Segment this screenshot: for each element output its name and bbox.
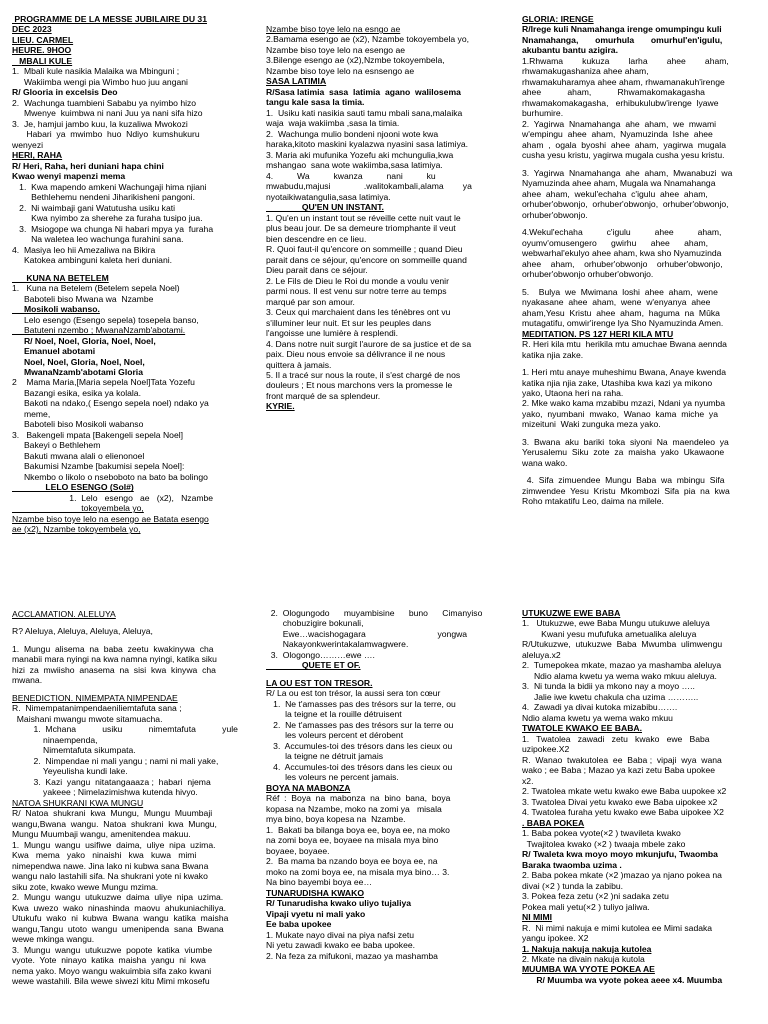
- text-line: 3. Mungu wangu utukuzwe popote katika viumbe: [12, 944, 213, 955]
- text-line: 1. Mbali kule nasikia Malaika wa Mbinguni ;: [12, 66, 180, 77]
- text-line: Mwenye kuimbwa ni nani Juu ya nani sifa hizo: [12, 108, 203, 119]
- text-line: wangu nalo lastahili sifa. Na shukrani yote ni kwako: [12, 871, 208, 882]
- text-line: LELO ESENGO (Sol#): [12, 482, 134, 493]
- text-line: Batuteni nzembo ; MwanaNzamb'abotami.: [12, 325, 186, 336]
- text-line: 1. Bakati ba bilanga boya ee, boya ee, na moko: [266, 824, 450, 835]
- text-line: wangu,Bwana wangu. Natoa shukrani kwa Mungu,: [12, 818, 217, 829]
- text-line: haraka,kitoto maskini kyalazwa nyasini sasa latimiya.: [266, 139, 469, 150]
- text-line: 2. Nimpendae ni mali yangu ; nami ni mali yake,: [12, 755, 219, 766]
- column-lower-left: [10, 602, 258, 986]
- text-line: 3. Msiogope wa chunga Ni habari mpya ya furaha: [12, 223, 214, 234]
- text-line: Jalie iwe kwetu chakula cha uzima ………..: [522, 691, 699, 702]
- text-line: webwarhal'ekulyo ahee aham, kwa sho Nyamuzinda: [522, 248, 722, 259]
- text-line: ninaempenda,: [12, 734, 98, 745]
- text-line: 4. Zawadi ya divai kutoka mizabibu…….: [522, 702, 678, 713]
- spacer: [522, 161, 758, 168]
- text-line: uzipokee.X2: [522, 744, 570, 755]
- column-upper-left: [10, 14, 258, 535]
- text-line: vyote. Yote ninayo katika maisha yangu ni kwa: [12, 955, 206, 966]
- text-line: s'illuminer leur nuit. Et sur les peuples dans: [266, 317, 432, 328]
- text-line: MBALI KULE: [12, 55, 73, 66]
- text-line: 2. Le Fils de Dieu le Roi du monde a voulu venir: [266, 275, 449, 286]
- text-line: la teigne ne détruit jamais: [266, 751, 384, 762]
- text-line: orhuber'obwonjo, orhuber'obwonjo, orhuber'obwonjo,: [522, 199, 729, 210]
- text-line: nyakasane ahee aham, wene w'enyanya ahee: [522, 297, 711, 308]
- text-line: akubantu bantu azigira.: [522, 45, 618, 56]
- text-line: meme,: [12, 408, 51, 419]
- text-line: Kwao wenyi mapenzi mema: [12, 171, 126, 182]
- text-line: R. Nimempatanimpendaeniliemtafuta sana ;: [12, 703, 182, 714]
- text-line: MwanaNzamb'abotami Gloria: [12, 366, 143, 377]
- text-line: parait dans ce séjour, qu'encore on sommeille quand: [266, 254, 467, 265]
- text-line: Baraka twaomba uzima .: [522, 859, 622, 870]
- text-line: la teigne et la rouille détruisent: [266, 709, 402, 720]
- text-line: 2. Ologungodo muyambisine buno Cimanyiso: [266, 608, 483, 618]
- text-line: KUNA NA BETELEM: [12, 272, 109, 283]
- text-line: 4. Accumules-toi des trésors dans les cieux ou: [266, 761, 453, 772]
- text-line: 1. Qu'en un instant tout se réveille cette nuit vaut le: [266, 212, 461, 223]
- text-line: cusha yesu kristu, yagirwa mugala cusha yesu kristu.: [522, 150, 725, 161]
- text-line: kopasa na Nzambe, moko na zomi ya misala: [266, 803, 442, 814]
- text-line: wangu,Tangu utoto wangu umenipenda sana Bwana: [12, 923, 224, 934]
- text-line: na zomi boya ee, boyaee na misala mya bino: [266, 835, 439, 846]
- text-line: orhuber'obwonjo orhuber'obwonjo.: [522, 269, 654, 280]
- text-line: HEURE. 9HOO: [12, 45, 72, 56]
- text-line: Kwani yesu mufufuka ametualika aleluya: [522, 628, 697, 639]
- text-line: 4. Wa kwanza nani ku: [266, 170, 436, 181]
- text-line: LA OU EST TON TRESOR.: [266, 677, 373, 688]
- text-line: 4. Masiya leo hii Amezaliwa na Bikira: [12, 244, 156, 255]
- text-line: 1. Twatolea zawadi zetu kwako ewe Baba: [522, 733, 710, 744]
- text-line: mizeituni Waki zunguka meza yako.: [522, 419, 661, 430]
- text-line: ACCLAMATION. ALELUYA: [12, 609, 116, 619]
- text-line: 1. Baba pokea vyote(×2 ) twavileta kwako: [522, 828, 681, 839]
- spacer: [12, 602, 256, 609]
- text-line: w'empingu ahee aham, Nyamuzinda Ishe ahee: [522, 129, 713, 140]
- text-line: wana wako.: [522, 457, 568, 468]
- text-line: Nzambe biso toye lelo na esengo ae Batata esengo: [12, 513, 209, 524]
- text-line: R/ Natoa shukrani kwa Mungu, Mungu Muumbaji: [12, 808, 213, 819]
- text-line: 1. Mukate nayo divai na piya nafsi zetu: [266, 929, 415, 940]
- text-line: yakeee ; Nimelazimishwa kutenda hivyo.: [12, 787, 198, 798]
- text-line: l'angoisse une lumière à resplendi.: [266, 328, 399, 339]
- text-line: bien descendre en ce lieu.: [266, 233, 367, 244]
- text-line: Réf : Boya na mabonza na bino bana, boya: [266, 793, 451, 804]
- text-line: Noel, Noel, Gloria, Noel, Noel,: [12, 356, 145, 367]
- text-line: NATOA SHUKRANI KWA MUNGU: [12, 797, 144, 808]
- text-line: R/ Tunarudisha kwako uliyo tujaliya: [266, 898, 412, 909]
- text-line: 1. Kwa mapendo amkeni Wachungaji hima njiani: [12, 181, 207, 192]
- text-line: 3. Bwana aku bariki toka siyoni Na maendeleo ya: [522, 436, 729, 447]
- text-line: quittera à jamais.: [266, 359, 332, 370]
- text-line: Kwa uwezo wako ninashinda maovu ahukuniachiliya.: [12, 902, 227, 913]
- text-line: 2. Na feza za mifukoni, mazao ya mashamba: [266, 950, 438, 961]
- spacer: [522, 220, 758, 227]
- text-line: orhuber'obwonjo.: [522, 209, 588, 220]
- text-line: ae (x2), Nzambe tokoyembela yo,: [12, 524, 141, 535]
- text-line: 2. Mke wako kama mzabibu mzazi, Ndani ya nyumba: [522, 398, 725, 409]
- text-line: 2.Bamama esengo ae (x2), Nzambe tokoyembela yo,: [266, 34, 470, 45]
- text-line: tokoyembela yo,: [12, 503, 144, 514]
- text-line: . BABA POKEA: [522, 817, 585, 828]
- text-line: Bakoti na ndako,( Esengo sepela noel) ndako ya: [12, 398, 209, 409]
- text-line: TWATOLE KWAKO EE BABA.: [522, 723, 642, 734]
- text-line: hizi za mwiisho anasema na sisi kwa kinywa cha: [12, 664, 216, 675]
- text-line: manabii mara nyingi na kwa namna nyingi, katika siku: [12, 654, 217, 665]
- text-line: Nkembo o likolo o nseboboto na bato ba bolingo: [12, 471, 208, 482]
- text-line: 1. Mungu wangu usifiwe daima, uliye nipa uzima.: [12, 839, 216, 850]
- text-line: Bethlehemu nendeni Jiharikisheni pangoni.: [12, 192, 195, 203]
- text-line: R/Sasa latimia sasa latimia agano walilosema: [266, 86, 461, 97]
- text-line: oyumv'omusengero gwirhu ahee aham,: [522, 237, 709, 248]
- text-line: Lelo esengo (Esengo sepela) tosepela banso,: [12, 314, 199, 325]
- text-line: Pokea mali yetu(×2 ) tuliyo jaliwa.: [522, 901, 650, 912]
- spacer: [522, 468, 758, 475]
- text-line: rhwamakugashaniza ahee aham,: [522, 66, 649, 77]
- text-line: wako ; ee Baba ; Mazao ya kazi zetu Baba upokee: [522, 765, 716, 776]
- text-line: Nakayonkwerintakalamwagwere.: [266, 639, 409, 650]
- spacer: [12, 266, 256, 273]
- text-line: aleluya.x2: [522, 649, 561, 660]
- text-line: Bazangi esika, esika ya kolala.: [12, 387, 141, 398]
- text-line: PROGRAMME DE LA MESSE JUBILAIRE DU 31: [12, 14, 207, 24]
- text-line: 1. Heri mtu anaye muheshimu Bwana, Anaye kwenda: [522, 367, 726, 378]
- text-line: Habari ya mwimbo huo Ndiyo kumshukuru: [12, 129, 200, 140]
- column-lower-middle: [264, 608, 504, 961]
- text-line: siku zote, kwako wewe Mungu mzima.: [12, 881, 159, 892]
- text-line: yako, Utaona heri na raha.: [522, 387, 624, 398]
- text-line: 1. Utukuzwe, ewe Baba Mungu utukuwe aleluya: [522, 618, 710, 629]
- text-line: nyotaikiwatangulia,sasa latimiya.: [266, 191, 391, 202]
- spacer: [522, 280, 758, 287]
- text-line: 3. Accumules-toi des trésors dans les cieux ou: [266, 740, 453, 751]
- text-line: nimependwa nawe. Jina lako ni kubwa sana Bwana: [12, 860, 209, 871]
- text-line: Ewe…wacishogagara yongwa: [266, 628, 468, 639]
- text-line: 3. Je, hamjui jambo kuu, la kuzaliwa Mwokozi: [12, 118, 188, 129]
- text-line: R/Irege kuli Nnamahanga irenge omumpingu kuli: [522, 24, 722, 35]
- text-line: BENEDICTION. NIMEMPATA NIMPENDAE: [12, 692, 178, 703]
- text-line: boyaee, boyaee.: [266, 845, 330, 856]
- text-line: Na waletea leo wachunga furahini sana.: [12, 234, 184, 245]
- text-line: 2. Ba mama ba nzando boya ee boya ee, na: [266, 856, 438, 867]
- text-line: Twajitolea kwako (×2 ) twaaja mbele zako: [522, 838, 686, 849]
- text-line: Yerusalemu Siku zote za maisha yako Ukawaone: [522, 447, 725, 458]
- text-line: Nnamahanga, omurhula omurhul'en'igulu,: [522, 34, 723, 45]
- text-line: 3. Maria aki mufunika Yozefu aki mchungulia,kwa: [266, 149, 454, 160]
- text-line: rhwamakuharamya ahee aham, rhwamanakuh'irenge: [522, 76, 725, 87]
- text-line: Dieu parait dans ce séjour.: [266, 265, 368, 276]
- text-line: front marqué de sa splendeur.: [266, 390, 381, 401]
- text-line: x2.: [522, 775, 534, 786]
- text-line: Kwa nyimbo za sherehe za furaha tusipo jua.: [12, 213, 203, 224]
- text-line: Yeyeulisha kundi lake.: [12, 766, 128, 777]
- text-line: 3. Kazi yangu nitatangaaaza ; habari njema: [12, 776, 211, 787]
- text-line: wenyezi: [12, 139, 44, 150]
- text-line: 3. Ni tunda la bidii ya mkono nay a moyo …..: [522, 681, 695, 692]
- text-line: rhwamakomakagasha, erhibukulubw'irenge lyawe: [522, 97, 719, 108]
- text-line: Emanuel abotami: [12, 346, 96, 357]
- text-line: NI MIMI: [522, 912, 553, 923]
- text-line: 5. Il a tracé sur nous la route, il s'est chargé de nos: [266, 369, 461, 380]
- text-line: 4.Wekul'echaha c'igulu ahee aham,: [522, 227, 722, 238]
- text-line: R. Quoi faut-il qu'encore on sommeille ; quand Dieu: [266, 244, 463, 255]
- spacer: [522, 430, 758, 437]
- text-line: 4. Sifa zimuendee Mungu Baba wa mbingu Sifa: [522, 475, 725, 486]
- column-lower-right: [520, 608, 760, 985]
- text-line: moko na zomi boya ee, na misala mya bino… 3.: [266, 866, 450, 877]
- text-line: tangu kale sasa la timia.: [266, 97, 365, 108]
- text-line: zimwendee Yesu Kristu Mkombozi Sifa pia na kwa: [522, 485, 730, 496]
- text-line: 2. Ne t'amasses pas des trésors sur la terre ou: [266, 719, 454, 730]
- text-line: marqué par son amour.: [266, 296, 355, 307]
- text-line: 2. Mkate na divain nakuja kutola: [522, 953, 645, 964]
- text-line: les voleurs ne percent jamais.: [266, 772, 399, 783]
- text-line: HERI, RAHA: [12, 150, 63, 161]
- text-line: Nimemtafuta sikumpata.: [12, 745, 136, 756]
- text-line: R/ Glooria in excelsis Deo: [12, 87, 118, 98]
- text-line: aham , ogala byoshi ahee aham, yagirwa mugala: [522, 139, 726, 150]
- text-line: 3. Ceux qui marchaient dans les ténèbres ont vu: [266, 307, 451, 318]
- text-line: R. Wanao twakutolea ee Baba ; vipaji wya wana: [522, 754, 722, 765]
- text-line: DEC 2023: [12, 24, 52, 35]
- text-line: 3. Twatolea Divai yetu kwako ewe Baba uipokee x2: [522, 796, 718, 807]
- text-line: 2. Yagirwa Nnamahanga ahe aham, we mwami: [522, 118, 717, 129]
- text-line: divai (×2 ) tunda la zabibu.: [522, 880, 624, 891]
- text-line: katika njia njia zake, Utashiba kwa kazi ya mikono: [522, 377, 713, 388]
- text-line: R/ Heri, Raha, heri duniani hapa chini: [12, 160, 164, 171]
- text-line: Mungu Muumbaji wangu, amenitendea makuu.: [12, 829, 191, 840]
- text-line: 3. Yagirwa Nnamahanga ahe aham, Mwanabuzi wa: [522, 167, 733, 178]
- text-line: 2. Wachunga tuambieni Sababu ya nyimbo hizo: [12, 97, 197, 108]
- text-line: Maishani mwangu mwote sitamuacha.: [12, 713, 163, 724]
- text-line: 2. Ni waimbaji gani Watutusha usiku kati: [12, 202, 176, 213]
- text-line: 3. Ologongo………ewe ….: [266, 649, 375, 660]
- text-line: 2. Mungu wangu utukuzwe daima uliye nipa uzima.: [12, 892, 224, 903]
- text-line: Bakeyi o Bethlehem: [12, 440, 101, 451]
- text-line: yako, nyumbani mwako, Wanao kama miche ya: [522, 408, 718, 419]
- text-line: parmi nous. Il est venu sur notre terre au temps: [266, 286, 447, 297]
- text-line: Nzambe biso toye lelo na esengo ae: [266, 44, 406, 55]
- text-line: Ee baba upokee: [266, 919, 332, 930]
- text-line: Ni yetu zawadi kwako ee baba upokee.: [266, 940, 416, 951]
- text-line: mshangao sana wote wakiimba,sasa latimiya.: [266, 160, 443, 171]
- text-line: Katokea ambinguni kaleta heri duniani.: [12, 255, 173, 266]
- text-line: 1.Rhwama kukuza larha ahee aham,: [522, 55, 729, 66]
- spacer: [12, 686, 256, 693]
- spacer: [12, 637, 256, 644]
- text-line: QUETE ET OF.: [266, 660, 361, 671]
- text-line: Utukufu wako ni kubwa Bwana wangu katika maisha: [12, 913, 229, 924]
- text-line: 3.Bilenge esengo ae (x2),Nzmbe tokoyembela,: [266, 55, 445, 66]
- text-line: R/ La ou est ton trésor, la aussi sera ton cœur: [266, 688, 441, 699]
- text-line: burhumire.: [522, 108, 564, 119]
- spacer: [522, 360, 758, 367]
- text-line: Roho mtakatifu Leo, daima na milele.: [522, 496, 664, 507]
- spacer: [266, 671, 502, 678]
- text-line: KYRIE.: [266, 401, 295, 412]
- text-line: les voleurs percent et dérobent: [266, 730, 404, 741]
- text-line: QU'EN UN INSTANT.: [266, 202, 384, 213]
- text-line: R/ Noel, Noel, Gloria, Noel, Noel,: [12, 335, 156, 346]
- text-line: yangu ipokee. X2: [522, 933, 589, 944]
- text-line: MUUMBA WA VYOTE POKEA AE: [522, 964, 655, 975]
- text-line: 1. Kuna na Betelem (Betelem sepela Noel): [12, 283, 180, 294]
- text-line: R. Ni mimi nakuja e mimi kutolea ee Mimi sadaka: [522, 922, 713, 933]
- text-line: BOYA NA MABONZA: [266, 782, 351, 793]
- text-line: paix. Dieu nous envoie sa délivrance il ne nous: [266, 349, 446, 360]
- column-upper-right: [520, 14, 760, 507]
- text-line: Kwa mema yako ninaishi kwa kuwa mimi: [12, 850, 197, 861]
- text-line: aham,Yesu Kristu ahee aham, haguma na Mûka: [522, 307, 720, 318]
- text-line: Nzambe biso toye lelo na esngo ae: [266, 24, 401, 34]
- text-line: R. Heri kila mtu herikila mtu amuchae Bwana aennda: [522, 339, 727, 350]
- text-line: 1. Usiku kati nasikia sauti tamu mbali sana,malaika: [266, 107, 463, 118]
- text-line: Ndio alama kwetu ya wema wako mkuu: [522, 712, 673, 723]
- text-line: SASA LATIMIA: [266, 76, 327, 87]
- text-line: Ndio alama kwetu ya wema wako mkuu aleluya.: [522, 670, 717, 681]
- text-line: chobuzigire bokunali,: [266, 618, 364, 629]
- text-line: R? Aleluya, Aleluya, Aleluya, Aleluya,: [12, 626, 153, 637]
- text-line: douleurs ; Et nous marchons vers la promesse le: [266, 380, 453, 391]
- text-line: 5. Bulya we Mwimana loshi ahee aham, wene: [522, 286, 718, 297]
- text-line: Nyamuzinda ahee aham, Mugala wa Nnamahanga: [522, 178, 716, 189]
- text-line: TUNARUDISHA KWAKO: [266, 887, 365, 898]
- text-line: ahee aham, orhuber'obwonjo orhuber'obwonjo,: [522, 258, 723, 269]
- text-line: Wakiimba wengi pia Wimbo huo juu angani: [12, 76, 188, 87]
- text-line: 1. Mchana usiku nimemtafuta yule: [12, 724, 238, 735]
- text-line: R/ Twaleta kwa moyo moyo mkunjufu, Twaomba: [522, 849, 718, 860]
- text-line: 1. Mungu alisema na baba zeetu kwakinywa cha: [12, 643, 214, 654]
- text-line: ahee aham, Rhwamakomakagasha: [522, 87, 705, 98]
- text-line: Bakuti mwana alali o elienonoel: [12, 450, 145, 461]
- text-line: 4. Twatolea furaha yetu kwako ewe Baba uipokee X2: [522, 807, 724, 818]
- text-line: Bakumisi Nzambe [bakumisi sepela Noel]:: [12, 461, 185, 472]
- text-line: mya bino, boya kopesa na Nzambe.: [266, 814, 406, 825]
- text-line: 1. Lelo esengo ae (x2), Nzambe: [12, 492, 214, 503]
- text-line: Vipaji vyetu ni mali yako: [266, 908, 366, 919]
- text-line: UTUKUZWE EWE BABA: [522, 608, 621, 618]
- text-line: 2. Wachunga mulio bondeni njooni wote kwa: [266, 128, 439, 139]
- text-line: 4. Dans notre nuit surgit l'aurore de sa justice et de sa: [266, 338, 472, 349]
- text-line: 3. Bakengeli mpata [Bakengeli sepela Noel]: [12, 429, 184, 440]
- text-line: 2. Twatolea mkate wetu kwako ewe Baba uupokee x2: [522, 786, 727, 797]
- text-line: mwabudu,majusi .walitokambali,alama ya: [266, 181, 472, 192]
- text-line: R/ Muumba wa vyote pokea aeee x4. Muumba: [522, 974, 723, 985]
- text-line: Baboteli biso Mosikoli wabanso: [12, 419, 144, 430]
- text-line: mutagatifu, omwir'irenge lya Sho Nyamuzinda Amen.: [522, 318, 724, 329]
- text-line: Na bino bayembi boya ee…: [266, 877, 373, 888]
- text-line: waja waja wakiimba ,sasa la timia.: [266, 118, 400, 129]
- spacer: [12, 619, 256, 626]
- text-line: plus beau jour. De sa demeure triomphante il veut: [266, 223, 456, 234]
- column-upper-middle: [264, 24, 504, 412]
- text-line: 3. Pokea feza zetu (×2 )ni sadaka zetu: [522, 891, 669, 902]
- text-line: 2. Tumepokea mkate, mazao ya mashamba aleluya: [522, 660, 722, 671]
- text-line: LIEU. CARMEL: [12, 34, 74, 45]
- text-line: GLORIA: IRENGE: [522, 14, 594, 24]
- text-line: 1. Ne t'amasses pas des trésors sur la terre, ou: [266, 698, 456, 709]
- text-line: Mosikoli wabanso.: [12, 304, 100, 315]
- text-line: 2. Baba pokea mkate (×2 )mazao ya njano pokea na: [522, 870, 722, 881]
- lower-page: [0, 600, 768, 1024]
- text-line: nema yako. Moyo wangu wakuimbia sifa zako kwani: [12, 965, 212, 976]
- text-line: MEDITATION. PS 127 HERI KILA MTU: [522, 328, 674, 339]
- text-line: wewe mkinga wangu.: [12, 934, 95, 945]
- text-line: 2 Mama Maria,[Maria sepela Noel]Tata Yozefu: [12, 377, 195, 388]
- text-line: Baboteli biso Mwana wa Nzambe: [12, 293, 154, 304]
- text-line: ahee aham, wekul'echaha c'igulu ahee aham,: [522, 188, 708, 199]
- text-line: katika njia zake.: [522, 349, 584, 360]
- text-line: 1. Nakuja nakuja nakuja kutolea: [522, 943, 652, 954]
- text-line: wewe wastahili. Bila wewe siwezi kitu Mimi mkosefu: [12, 975, 210, 986]
- text-line: mwana.: [12, 675, 43, 686]
- text-line: R/Utukuzwe, utukuzwe Baba Mwumba ulimwengu: [522, 639, 723, 650]
- text-line: Nzambe biso toye lelo na esnsengo ae: [266, 65, 415, 76]
